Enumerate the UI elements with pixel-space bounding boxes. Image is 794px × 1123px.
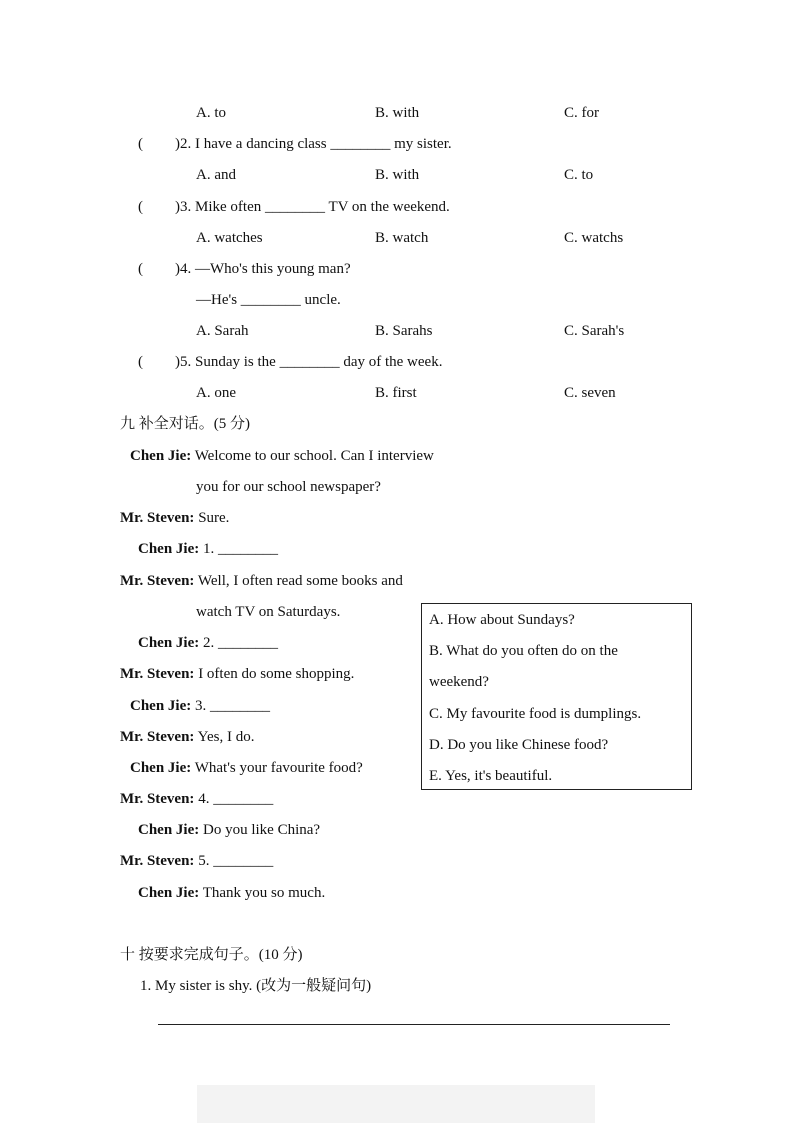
q5-paren: ( <box>138 354 143 370</box>
q3-option-a: A. watches <box>196 230 263 246</box>
box-option-b-cont: weekend? <box>429 674 489 690</box>
q3-paren: ( <box>138 199 143 215</box>
speaker: Chen Jie: <box>130 698 192 714</box>
dialogue-line-11 <box>138 821 320 839</box>
utterance: Yes, I do. <box>194 729 255 745</box>
speaker: Mr. Steven: <box>120 791 195 807</box>
dialogue-line-12 <box>120 852 273 870</box>
q3-option-b: B. watch <box>375 230 429 246</box>
box-option-a: A. How about Sundays? <box>429 612 575 628</box>
speaker: Chen Jie: <box>138 635 200 651</box>
q1-option-a: A. to <box>196 105 226 121</box>
speaker: Chen Jie: <box>138 541 200 557</box>
q2-text: )2. I have a dancing class ________ my sister. <box>175 136 452 152</box>
q2-option-a: A. and <box>196 167 236 183</box>
speaker: Mr. Steven: <box>120 573 195 589</box>
q4-option-a: A. Sarah <box>196 323 249 339</box>
q5-text: )5. Sunday is the ________ day of the week. <box>175 354 443 370</box>
dialogue-line-1 <box>130 447 434 465</box>
dialogue-line-5 <box>138 634 278 652</box>
q3-text: )3. Mike often ________ TV on the weekend. <box>175 199 450 215</box>
dialogue-line-4 <box>120 572 403 590</box>
q4-option-c: C. Sarah's <box>564 323 625 339</box>
section10-title: 十 按要求完成句子。(10 分) <box>120 947 303 963</box>
utterance: 3. ________ <box>191 698 270 714</box>
utterance: Sure. <box>194 510 230 526</box>
utterance: Thank you so much. <box>199 885 326 901</box>
speaker: Mr. Steven: <box>120 729 195 745</box>
section9-title: 九 补全对话。(5 分) <box>120 416 250 432</box>
q2-option-c: C. to <box>564 167 594 183</box>
box-option-b: B. What do you often do on the <box>429 643 618 659</box>
q2-option-b: B. with <box>375 167 420 183</box>
utterance: What's your favourite food? <box>191 760 363 776</box>
footer-bar <box>197 1085 595 1123</box>
speaker: Mr. Steven: <box>120 853 195 869</box>
q4-option-b: B. Sarahs <box>375 323 433 339</box>
utterance: Well, I often read some books and <box>194 573 403 589</box>
dialogue-line-8 <box>120 728 254 746</box>
q5-option-c: C. seven <box>564 385 616 401</box>
dialogue-line-2 <box>120 509 229 527</box>
box-option-d: D. Do you like Chinese food? <box>429 737 609 753</box>
speaker: Chen Jie: <box>138 885 200 901</box>
dialogue-line-10 <box>120 790 273 808</box>
answer-line <box>158 1024 670 1025</box>
q3-option-c: C. watchs <box>564 230 624 246</box>
q4-line2: —He's ________ uncle. <box>196 292 341 308</box>
utterance: 2. ________ <box>199 635 278 651</box>
speaker: Chen Jie: <box>138 822 200 838</box>
q4-paren: ( <box>138 261 143 277</box>
speaker: Chen Jie: <box>130 760 192 776</box>
dialogue-line-9 <box>130 759 363 777</box>
speaker: Mr. Steven: <box>120 510 195 526</box>
utterance: 4. ________ <box>194 791 274 807</box>
utterance: Welcome to our school. Can I interview <box>191 448 434 464</box>
utterance: Do you like China? <box>199 822 321 838</box>
speaker: Chen Jie: <box>130 448 192 464</box>
q4-text: )4. —Who's this young man? <box>175 261 351 277</box>
dialogue-line-7 <box>130 697 270 715</box>
utterance: I often do some shopping. <box>194 666 355 682</box>
q1-option-c: C. for <box>564 105 599 121</box>
options-box <box>421 603 692 790</box>
speaker: Mr. Steven: <box>120 666 195 682</box>
dialogue-line-4-cont: watch TV on Saturdays. <box>196 604 341 620</box>
dialogue-line-6 <box>120 665 354 683</box>
q2-paren: ( <box>138 136 143 152</box>
section10-q1: 1. My sister is shy. (改为一般疑问句) <box>140 978 372 994</box>
q5-option-a: A. one <box>196 385 236 401</box>
box-option-c: C. My favourite food is dumplings. <box>429 706 642 722</box>
box-option-e: E. Yes, it's beautiful. <box>429 768 553 784</box>
q5-option-b: B. first <box>375 385 417 401</box>
dialogue-line-1-cont: you for our school newspaper? <box>196 479 381 495</box>
utterance: 1. ________ <box>199 541 278 557</box>
q1-option-b: B. with <box>375 105 420 121</box>
dialogue-line-3 <box>138 540 278 558</box>
dialogue-line-13 <box>138 884 325 902</box>
utterance: 5. ________ <box>194 853 274 869</box>
